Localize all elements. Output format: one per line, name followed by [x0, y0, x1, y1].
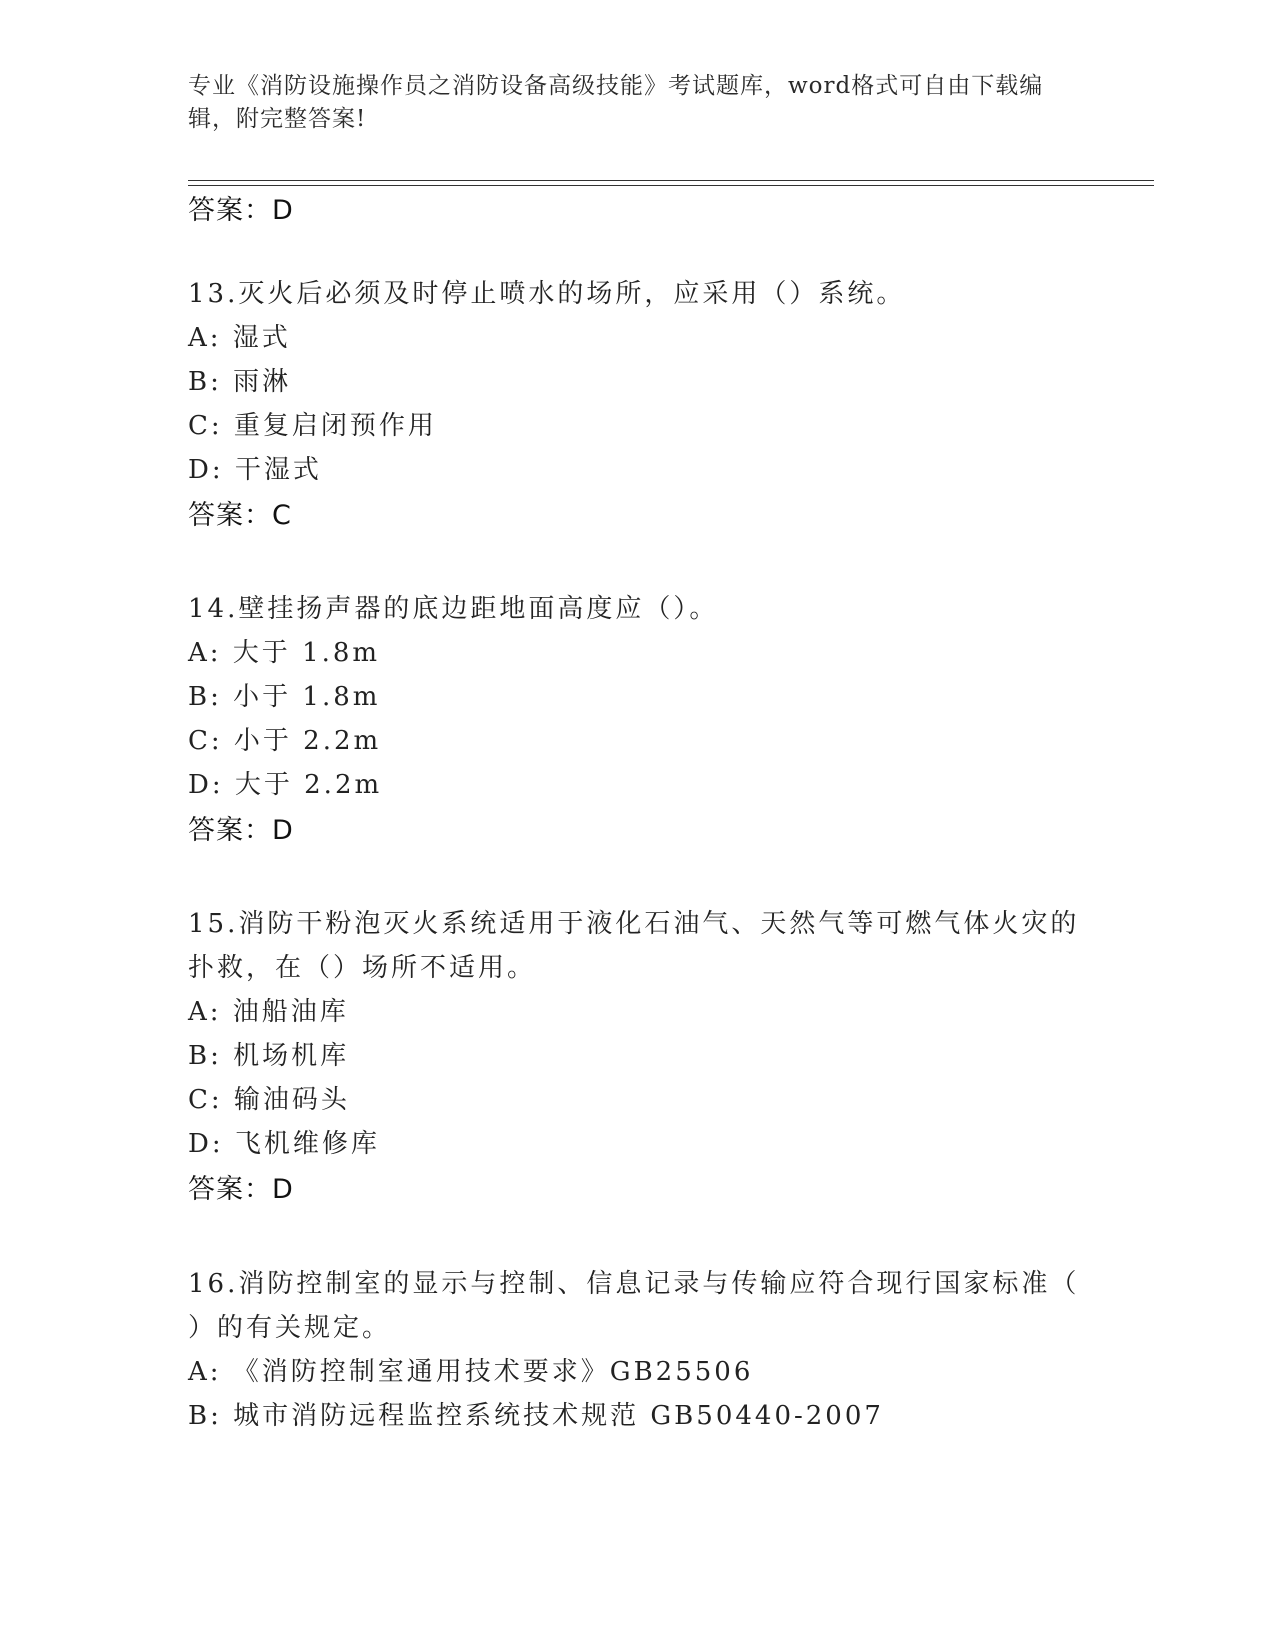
header-line-1: 专业《消防设施操作员之消防设备高级技能》考试题库，word格式可自由下载编: [188, 73, 1044, 99]
question-stem-line-2: ）的有关规定。: [188, 1313, 392, 1343]
option-b: B: 小于 1.8m: [188, 682, 381, 712]
question-stem-line-1: 15.消防干粉泡灭火系统适用于液化石油气、天然气等可燃气体火灾的: [188, 909, 1080, 939]
document-header: [188, 70, 1088, 136]
option-c: C: 小于 2.2m: [188, 726, 382, 756]
question-stem-line-2: 扑救，在（）场所不适用。: [188, 953, 537, 983]
option-d: D: 干湿式: [188, 455, 322, 485]
option-b: B: 城市消防远程监控系统技术规范 GB50440-2007: [188, 1401, 884, 1431]
question-stem-line-1: 16.消防控制室的显示与控制、信息记录与传输应符合现行国家标准（: [188, 1269, 1080, 1299]
header-divider-top: [188, 180, 1154, 181]
question-stem: 14.壁挂扬声器的底边距地面高度应（）。: [188, 594, 719, 624]
header-divider-bottom: [188, 185, 1154, 186]
option-a: A: 湿式: [188, 323, 291, 353]
header-line-2: 辑，附完整答案!: [188, 106, 367, 132]
option-a: A: 大于 1.8m: [188, 638, 381, 668]
answer: 答案：D: [188, 815, 294, 846]
option-c: C: 输油码头: [188, 1085, 350, 1115]
option-a: A: 《消防控制室通用技术要求》GB25506: [188, 1357, 754, 1387]
option-b: B: 雨淋: [188, 367, 292, 397]
option-d: D: 大于 2.2m: [188, 770, 383, 800]
question-stem: 13.灭火后必须及时停止喷水的场所，应采用（）系统。: [188, 279, 906, 309]
answer: 答案：D: [188, 1174, 294, 1205]
option-d: D: 飞机维修库: [188, 1129, 380, 1159]
option-a: A: 油船油库: [188, 997, 349, 1027]
previous-answer: 答案：D: [188, 195, 294, 226]
option-c: C: 重复启闭预作用: [188, 411, 437, 441]
option-b: B: 机场机库: [188, 1041, 350, 1071]
answer: 答案：C: [188, 500, 292, 531]
